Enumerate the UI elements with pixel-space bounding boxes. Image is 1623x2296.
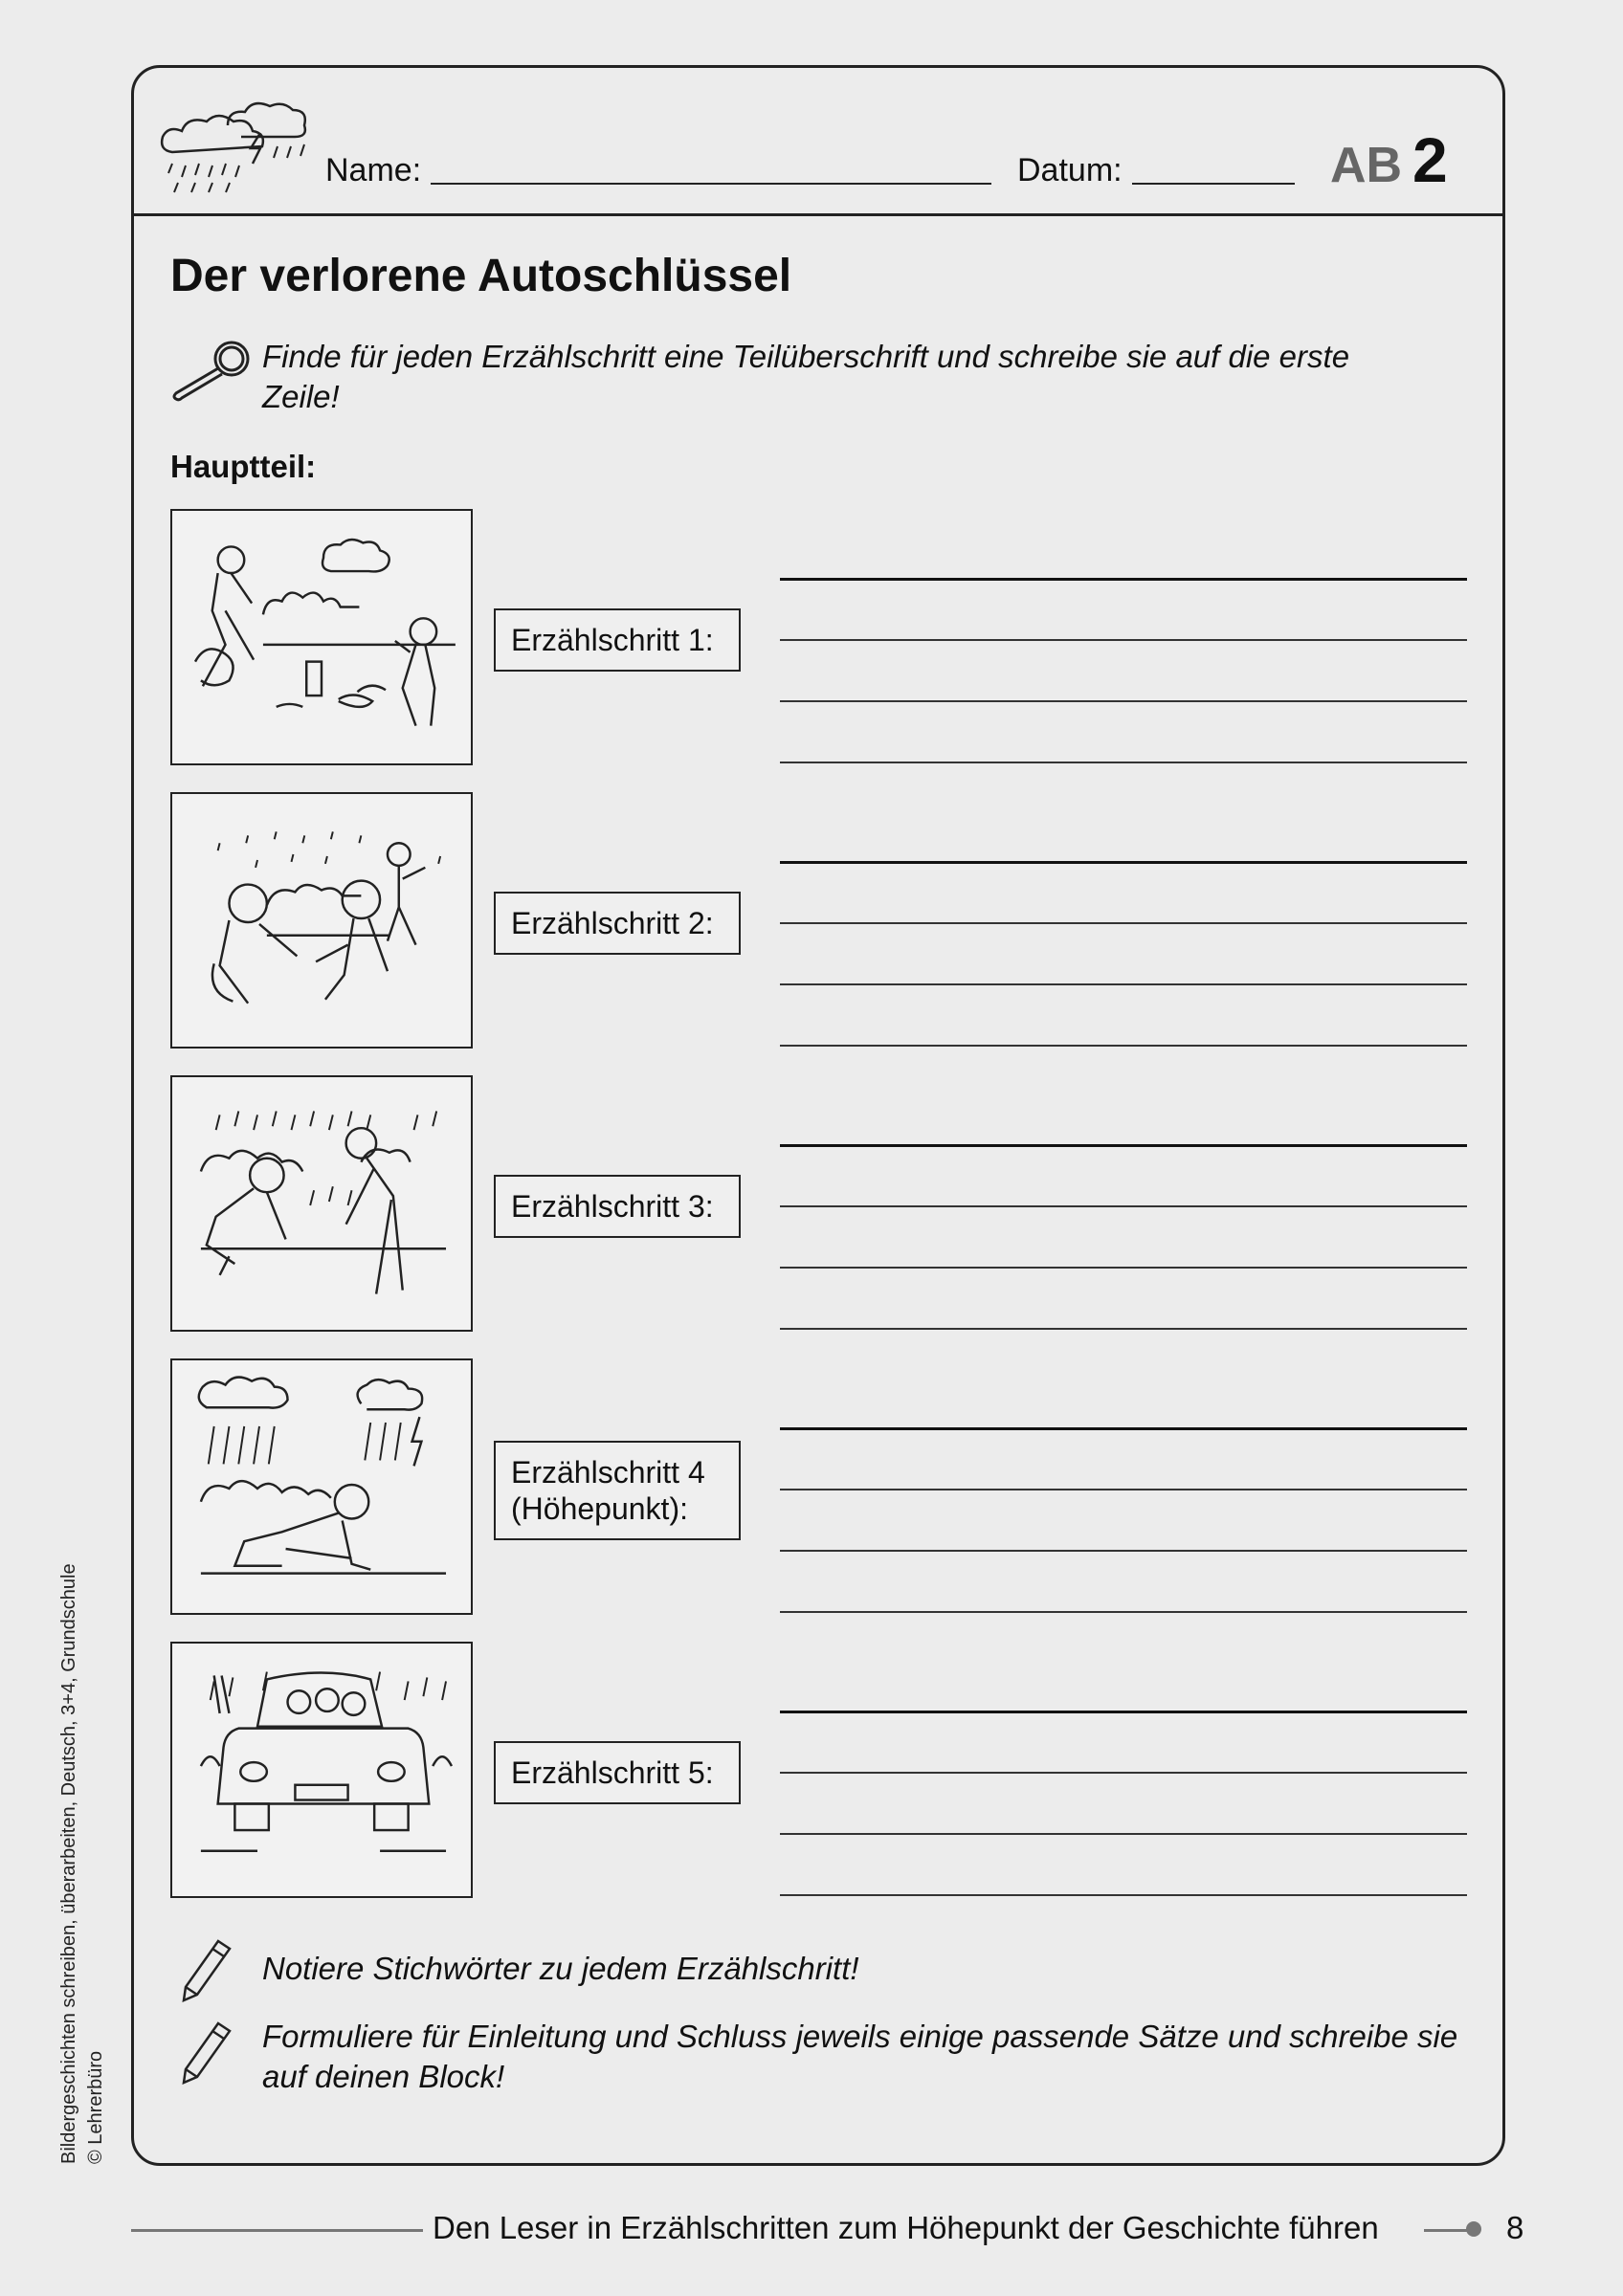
story-step <box>170 1642 1472 1900</box>
page-title: Der verlorene Autoschlüssel <box>170 251 792 301</box>
writing-line-heading[interactable] <box>780 578 1467 581</box>
writing-line[interactable] <box>780 1489 1467 1490</box>
footer-rule <box>131 2229 423 2232</box>
writing-line-heading[interactable] <box>780 1711 1467 1713</box>
writing-line[interactable] <box>780 639 1467 641</box>
task-text: Formuliere für Einleitung und Schluss jeweils einige passende Sätze und schreibe sie auf deinen Block! <box>262 2019 1458 2094</box>
writing-line[interactable] <box>780 1833 1467 1835</box>
writing-line-heading[interactable] <box>780 861 1467 864</box>
writing-line-heading[interactable] <box>780 1144 1467 1147</box>
story-picture-storm-climax <box>170 1358 473 1615</box>
date-label: Datum: <box>1017 152 1123 188</box>
writing-line[interactable] <box>780 762 1467 763</box>
story-picture-picnic <box>170 509 473 765</box>
story-picture-rain-starts <box>170 792 473 1049</box>
credit-source: Bildergeschichten schreiben, überarbeiten, Deutsch, 3+4, Grundschule <box>58 1563 79 2164</box>
writing-line[interactable] <box>780 1772 1467 1774</box>
story-step <box>170 509 1472 767</box>
footer-rule <box>1424 2229 1472 2232</box>
instruction-text: Finde für jeden Erzählschritt eine Teilüberschrift und schreibe sie auf die erste Zeile! <box>262 339 1350 414</box>
worksheet-frame <box>131 65 1505 2166</box>
writing-line-heading[interactable] <box>780 1427 1467 1430</box>
story-step <box>170 1075 1472 1334</box>
pencil-icon <box>180 2020 233 2085</box>
writing-line[interactable] <box>780 1894 1467 1896</box>
story-picture-car <box>170 1642 473 1898</box>
step-label-box: Erzählschritt 1: <box>494 608 741 672</box>
name-label: Name: <box>325 152 422 188</box>
footer-dot <box>1466 2221 1481 2237</box>
credit-publisher: © Lehrerbüro <box>85 2050 106 2164</box>
writing-line[interactable] <box>780 1205 1467 1207</box>
worksheet-number: 2 <box>1412 124 1448 195</box>
worksheet-code: AB <box>1330 138 1403 193</box>
step-label-box: Erzählschritt 4 (Höhepunkt): <box>494 1441 741 1540</box>
writing-line[interactable] <box>780 700 1467 702</box>
date-field[interactable] <box>1132 183 1295 185</box>
story-step <box>170 792 1472 1050</box>
footer-title: Den Leser in Erzählschritten zum Höhepunkt der Geschichte führen <box>433 2210 1379 2245</box>
writing-line[interactable] <box>780 922 1467 924</box>
story-picture-searching <box>170 1075 473 1332</box>
magnifier-icon <box>168 338 256 403</box>
writing-line[interactable] <box>780 1611 1467 1613</box>
writing-line[interactable] <box>780 1045 1467 1047</box>
step-label-box: Erzählschritt 3: <box>494 1175 741 1238</box>
writing-line[interactable] <box>780 1267 1467 1269</box>
step-label-box: Erzählschritt 5: <box>494 1741 741 1804</box>
pencil-icon <box>180 1937 233 2002</box>
step-label-box: Erzählschritt 2: <box>494 892 741 955</box>
writing-line[interactable] <box>780 983 1467 985</box>
task-text: Notiere Stichwörter zu jedem Erzählschritt! <box>262 1951 859 1986</box>
writing-line[interactable] <box>780 1328 1467 1330</box>
writing-line[interactable] <box>780 1550 1467 1552</box>
section-label: Hauptteil: <box>170 449 317 484</box>
story-step <box>170 1358 1472 1617</box>
thunderstorm-cloud-icon <box>153 97 321 202</box>
copyright-credit <box>56 1563 109 2164</box>
worksheet-header <box>134 68 1502 216</box>
page-number: 8 <box>1506 2210 1524 2245</box>
name-field[interactable] <box>431 183 991 185</box>
